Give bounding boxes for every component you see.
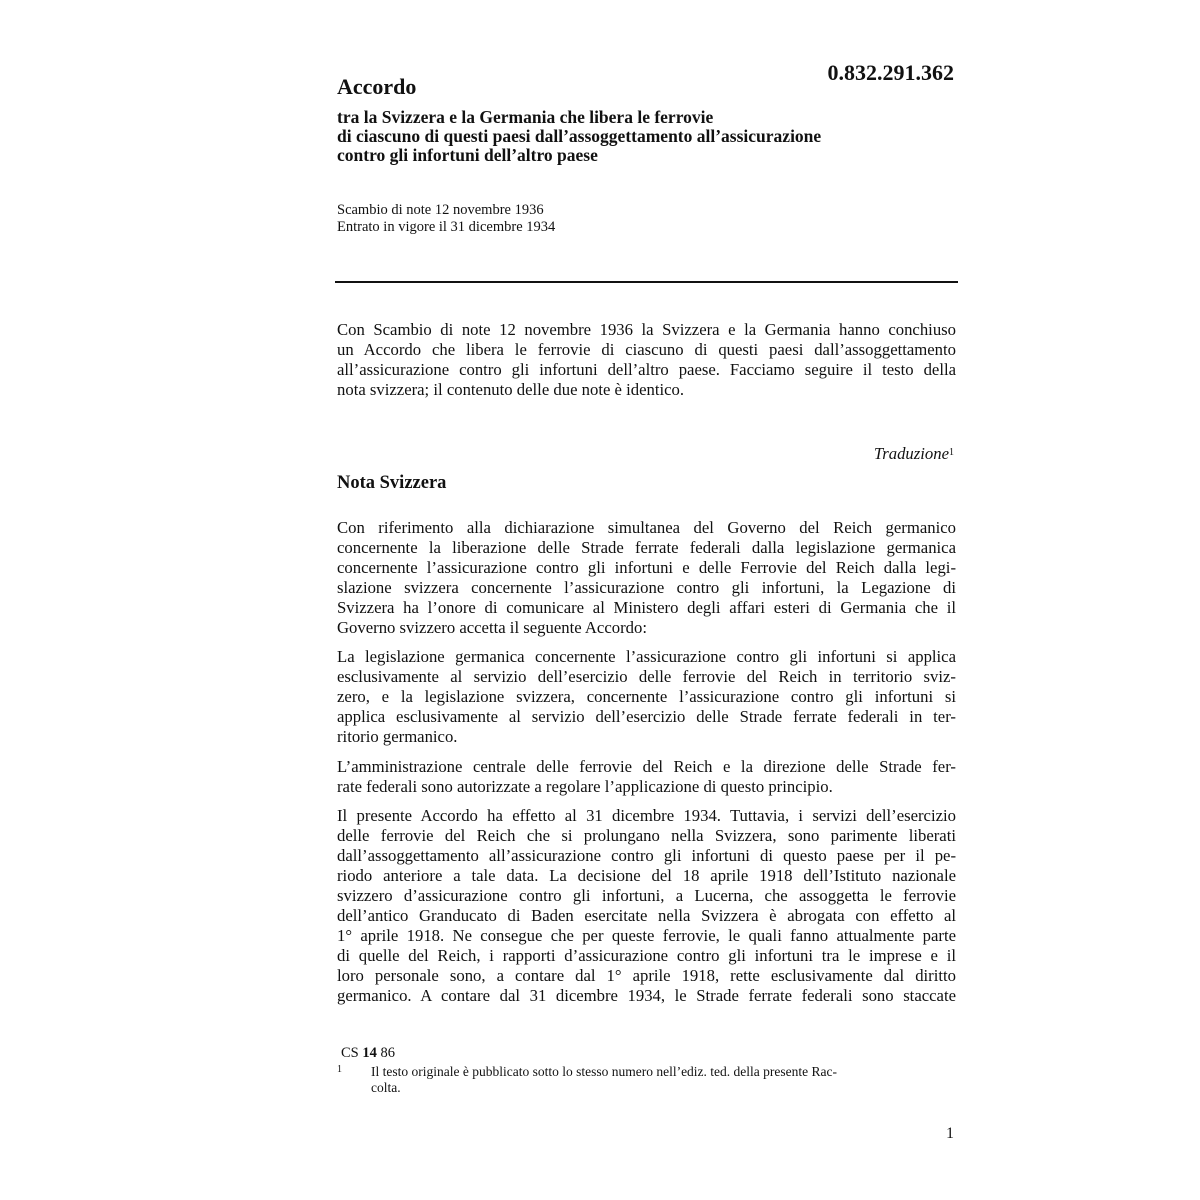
text-line: germanico. A contare dal 31 dicembre 1934, le Strade ferrate federali sono staccate — [337, 986, 956, 1005]
text-line: riodo anteriore a tale data. La decisione del 18 aprile 1918 dell’Istituto nazionale — [337, 866, 956, 885]
footnote-text — [371, 1064, 937, 1096]
text-line: all’assicurazione contro gli infortuni dell’altro paese. Facciamo seguire il testo della — [337, 360, 956, 379]
text-line: Governo svizzero accetta il seguente Accordo: — [337, 618, 647, 637]
subtitle-line: tra la Svizzera e la Germania che libera le ferrovie — [337, 107, 714, 127]
text-line: 1° aprile 1918. Ne consegue che per queste ferrovie, le quali fanno attualmente parte — [337, 926, 956, 945]
text-line: un Accordo che libera le ferrovie di ciascuno di questi paesi dall’assoggettamento — [337, 340, 956, 359]
text-line: applica esclusivamente al servizio dell’esercizio delle Strade ferrate federali in ter- — [337, 707, 956, 726]
source-prefix: CS — [341, 1045, 359, 1061]
footnote-mark: 1 — [337, 1064, 342, 1075]
text-line: loro personale sono, a contare dal 1° aprile 1918, rette esclusivamente dal diritto — [337, 966, 956, 985]
text-line: di quelle del Reich, i rapporti d’assicurazione contro gli infortuni tra le imprese e il — [337, 946, 956, 965]
text-line: nota svizzera; il contenuto delle due note è identico. — [337, 380, 685, 399]
translation-text: Traduzione — [873, 444, 949, 463]
footnote-line: colta. — [371, 1080, 401, 1095]
subtitle-line: di ciascuno di questi paesi dall’assoggettamento all’assicurazione — [337, 126, 822, 146]
text-line: slazione svizzera concernente l’assicurazione contro gli infortuni, la Legazione di — [337, 578, 956, 597]
paragraph-3 — [337, 757, 956, 797]
exchange-date: Scambio di note 12 novembre 1936 — [337, 202, 544, 218]
text-line: ritorio germanico. — [337, 727, 458, 746]
footnote-line: Il testo originale è pubblicato sotto lo stesso numero nell’ediz. ted. della presente Rac- — [371, 1064, 837, 1079]
source-page: 86 — [380, 1045, 395, 1061]
paragraph-2 — [337, 647, 956, 747]
text-line: esclusivamente al servizio dell’esercizio delle ferrovie del Reich in territorio sviz- — [337, 667, 956, 686]
source-volume: 14 — [362, 1045, 377, 1061]
text-line: delle ferrovie del Reich che si prolungano nella Svizzera, sono parimente liberati — [337, 826, 956, 845]
paragraph-1 — [337, 518, 956, 638]
text-line: concernente l’assicurazione contro gli infortuni e delle Ferrovie del Reich dalla legi- — [337, 558, 956, 577]
text-line: Con riferimento alla dichiarazione simultanea del Governo del Reich germanico — [337, 518, 956, 537]
document-subtitle — [337, 108, 957, 165]
text-line: dall’assoggettamento all’assicurazione contro gli infortuni di questo paese per il pe- — [337, 846, 956, 865]
text-line: Svizzera ha l’onore di comunicare al Ministero degli affari esteri di Germania che il — [337, 598, 956, 617]
text-line: svizzero d’assicurazione contro gli infortuni, a Lucerna, che assoggetta le ferrovie — [337, 886, 956, 905]
document-title: Accordo — [337, 74, 417, 99]
text-line: dell’antico Granducato di Baden esercitate nella Svizzera è abrogata con effetto al — [337, 906, 956, 925]
text-line: zero, e la legislazione svizzera, concernente l’assicurazione contro gli infortuni si — [337, 687, 956, 706]
text-line: Il presente Accordo ha effetto al 31 dicembre 1934. Tuttavia, i servizi dell’esercizio — [337, 806, 956, 825]
text-line: rate federali sono autorizzate a regolare l’applicazione di questo principio. — [337, 777, 833, 796]
footnote-reference[interactable]: 1 — [949, 447, 954, 458]
subtitle-line: contro gli infortuni dell’altro paese — [337, 145, 598, 165]
document-meta — [337, 202, 555, 236]
page-number: 1 — [946, 1125, 954, 1142]
text-line: Con Scambio di note 12 novembre 1936 la Svizzera e la Germania hanno conchiuso — [337, 320, 956, 339]
text-line: concernente la liberazione delle Strade ferrate federali dalla legislazione germanica — [337, 538, 956, 557]
section-heading: Nota Svizzera — [337, 473, 447, 493]
translation-label — [740, 444, 954, 464]
intro-paragraph — [337, 320, 956, 400]
header-divider — [335, 281, 958, 283]
text-line: La legislazione germanica concernente l’assicurazione contro gli infortuni si applica — [337, 647, 956, 666]
entry-into-force: Entrato in vigore il 31 dicembre 1934 — [337, 219, 556, 235]
text-line: L’amministrazione centrale delle ferrovie del Reich e la direzione delle Strade fer- — [337, 757, 956, 776]
sr-number: 0.832.291.362 — [827, 60, 954, 85]
source-reference — [341, 1045, 395, 1061]
paragraph-4 — [337, 806, 956, 1006]
